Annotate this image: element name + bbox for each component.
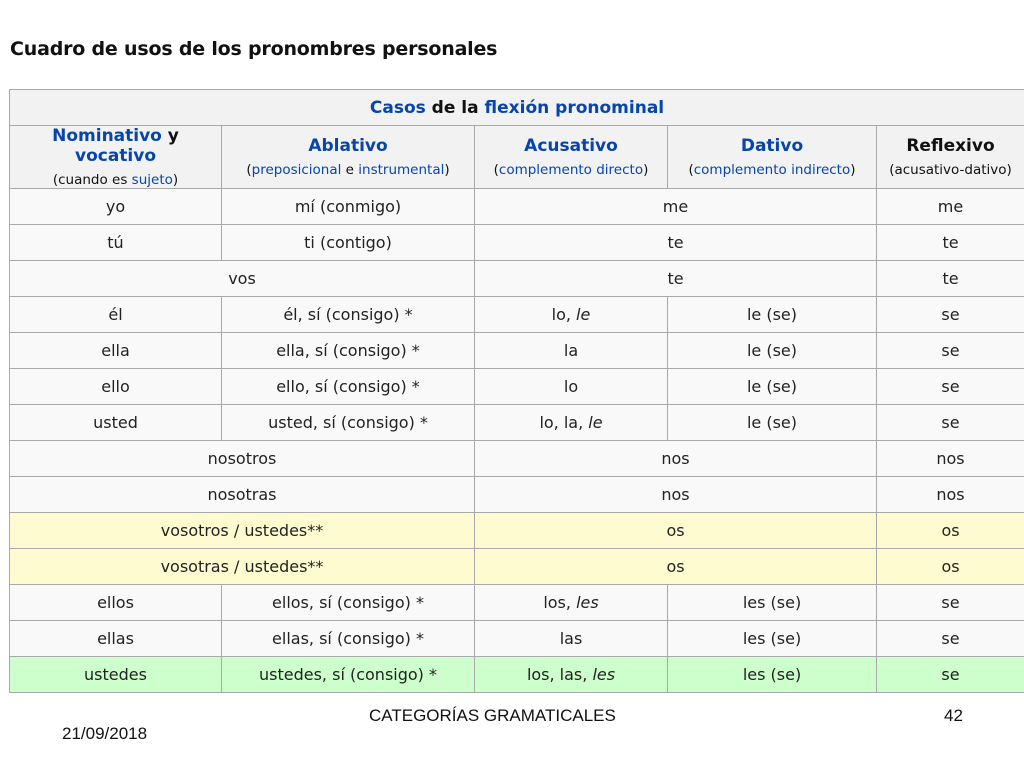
cell-acusativo-italic: les: [592, 665, 616, 684]
column-header-row: [10, 126, 1024, 189]
cell-acusativo-dativo: nos: [475, 477, 877, 513]
cell-ablativo: ello, sí (consigo) *: [222, 369, 475, 405]
header-dativo-sub-a: (: [688, 162, 694, 178]
super-header-cell: [10, 90, 1024, 126]
table-row: [10, 585, 1024, 621]
header-ablativo: [222, 126, 475, 189]
cell-reflexivo: os: [877, 549, 1024, 585]
table-row: [10, 369, 1024, 405]
table-row: [10, 225, 1024, 261]
header-reflexivo-label: Reflexivo: [906, 136, 995, 156]
table-row: [10, 261, 1024, 297]
cell-dativo: le (se): [668, 369, 877, 405]
link-casos[interactable]: Casos: [369, 97, 426, 118]
cell-ablativo: ti (contigo): [222, 225, 475, 261]
cell-nominativo-ablativo: vosotros / ustedes**: [10, 513, 475, 549]
cell-acusativo-dativo: os: [475, 549, 877, 585]
cell-acusativo: las: [475, 621, 668, 657]
link-acusativo[interactable]: Acusativo: [524, 136, 618, 156]
table-row-highlighted: [10, 513, 1024, 549]
cell-reflexivo: me: [877, 189, 1024, 225]
cell-dativo: le (se): [668, 333, 877, 369]
table-row: [10, 333, 1024, 369]
cell-reflexivo: se: [877, 621, 1024, 657]
table-row-highlighted: [10, 549, 1024, 585]
cell-reflexivo: se: [877, 405, 1024, 441]
link-preposicional[interactable]: preposicional: [251, 162, 342, 178]
table-row: [10, 297, 1024, 333]
link-pronominal[interactable]: pronominal: [555, 97, 665, 118]
cell-nominativo: él: [10, 297, 222, 333]
cell-acusativo-text: los,: [543, 593, 577, 612]
link-instrumental[interactable]: instrumental: [358, 162, 445, 178]
table-row: [10, 441, 1024, 477]
cell-reflexivo: se: [877, 297, 1024, 333]
link-ablativo[interactable]: Ablativo: [308, 136, 388, 156]
cell-nominativo: tú: [10, 225, 222, 261]
link-dativo[interactable]: Dativo: [740, 136, 804, 156]
cell-reflexivo: te: [877, 261, 1024, 297]
header-nominativo-sub-c: ): [172, 172, 179, 188]
page-title: Cuadro de usos de los pronombres personales: [10, 38, 498, 60]
link-vocativo[interactable]: vocativo: [74, 146, 157, 166]
cell-reflexivo: se: [877, 585, 1024, 621]
cell-ablativo: mí (conmigo): [222, 189, 475, 225]
table-row: [10, 477, 1024, 513]
header-dativo: [668, 126, 877, 189]
header-reflexivo-sub: (acusativo-dativo): [889, 162, 1012, 178]
cell-ablativo: ellos, sí (consigo) *: [222, 585, 475, 621]
header-acusativo-sub-a: (: [493, 162, 499, 178]
cell-acusativo-text: lo, la,: [539, 413, 589, 432]
table-row: [10, 189, 1024, 225]
page-number: 42: [944, 706, 963, 725]
footer-title: CATEGORÍAS GRAMATICALES: [369, 706, 616, 725]
cell-acusativo: [475, 585, 668, 621]
cell-nominativo-ablativo: nosotros: [10, 441, 475, 477]
cell-reflexivo: te: [877, 225, 1024, 261]
link-complemento-indirecto[interactable]: complemento indirecto: [693, 162, 851, 178]
header-acusativo: [475, 126, 668, 189]
cell-nominativo-ablativo: vosotras / ustedes**: [10, 549, 475, 585]
cell-dativo: les (se): [668, 657, 877, 693]
cell-acusativo: lo: [475, 369, 668, 405]
cell-acusativo: [475, 405, 668, 441]
cell-nominativo-ablativo: vos: [10, 261, 475, 297]
cell-nominativo-ablativo: nosotras: [10, 477, 475, 513]
cell-nominativo: ustedes: [10, 657, 222, 693]
header-ablativo-sub-e: ): [444, 162, 450, 178]
cell-dativo: le (se): [668, 297, 877, 333]
cell-dativo: les (se): [668, 585, 877, 621]
cell-acusativo-dativo: te: [475, 261, 877, 297]
cell-reflexivo: se: [877, 657, 1024, 693]
table-row-highlighted: [10, 657, 1024, 693]
cell-nominativo: usted: [10, 405, 222, 441]
cell-nominativo: ella: [10, 333, 222, 369]
cell-acusativo: la: [475, 333, 668, 369]
cell-acusativo-italic: les: [576, 593, 599, 612]
super-header-row: [10, 90, 1024, 126]
cell-dativo: les (se): [668, 621, 877, 657]
table-row: [10, 405, 1024, 441]
cell-ablativo: él, sí (consigo) *: [222, 297, 475, 333]
header-ablativo-sub-a: (: [246, 162, 252, 178]
cell-nominativo: ellos: [10, 585, 222, 621]
cell-acusativo-text: los, las,: [526, 665, 593, 684]
super-header-text: de la: [425, 97, 485, 118]
cell-acusativo-dativo: me: [475, 189, 877, 225]
table-row: [10, 621, 1024, 657]
cell-dativo: le (se): [668, 405, 877, 441]
header-reflexivo: [877, 126, 1024, 189]
header-nominativo-y: y: [161, 126, 179, 146]
header-dativo-sub-c: ): [850, 162, 856, 178]
cell-reflexivo: nos: [877, 477, 1024, 513]
cell-acusativo-italic: le: [576, 305, 591, 324]
cell-ablativo: ustedes, sí (consigo) *: [222, 657, 475, 693]
cell-acusativo-dativo: te: [475, 225, 877, 261]
cell-acusativo: [475, 297, 668, 333]
link-complemento-directo[interactable]: complemento directo: [498, 162, 644, 178]
link-nominativo[interactable]: Nominativo: [52, 126, 162, 146]
cell-ablativo: ella, sí (consigo) *: [222, 333, 475, 369]
cell-nominativo: ello: [10, 369, 222, 405]
footer-date: 21/09/2018: [62, 724, 148, 743]
cell-nominativo: ellas: [10, 621, 222, 657]
cell-reflexivo: se: [877, 333, 1024, 369]
link-flexion[interactable]: flexión: [484, 97, 550, 118]
link-sujeto[interactable]: sujeto: [131, 172, 173, 188]
cell-reflexivo: se: [877, 369, 1024, 405]
pronoun-table: [9, 89, 1024, 693]
cell-acusativo-text: lo,: [551, 305, 577, 324]
cell-ablativo: ellas, sí (consigo) *: [222, 621, 475, 657]
header-acusativo-sub-c: ): [643, 162, 649, 178]
header-nominativo-sub-a: (cuando es: [52, 172, 132, 188]
cell-acusativo-dativo: os: [475, 513, 877, 549]
cell-ablativo: usted, sí (consigo) *: [222, 405, 475, 441]
cell-reflexivo: nos: [877, 441, 1024, 477]
cell-acusativo-italic: le: [588, 413, 603, 432]
header-nominativo: [10, 126, 222, 189]
header-ablativo-sub-c: e: [341, 162, 359, 178]
cell-reflexivo: os: [877, 513, 1024, 549]
cell-acusativo: [475, 657, 668, 693]
cell-acusativo-dativo: nos: [475, 441, 877, 477]
cell-nominativo: yo: [10, 189, 222, 225]
